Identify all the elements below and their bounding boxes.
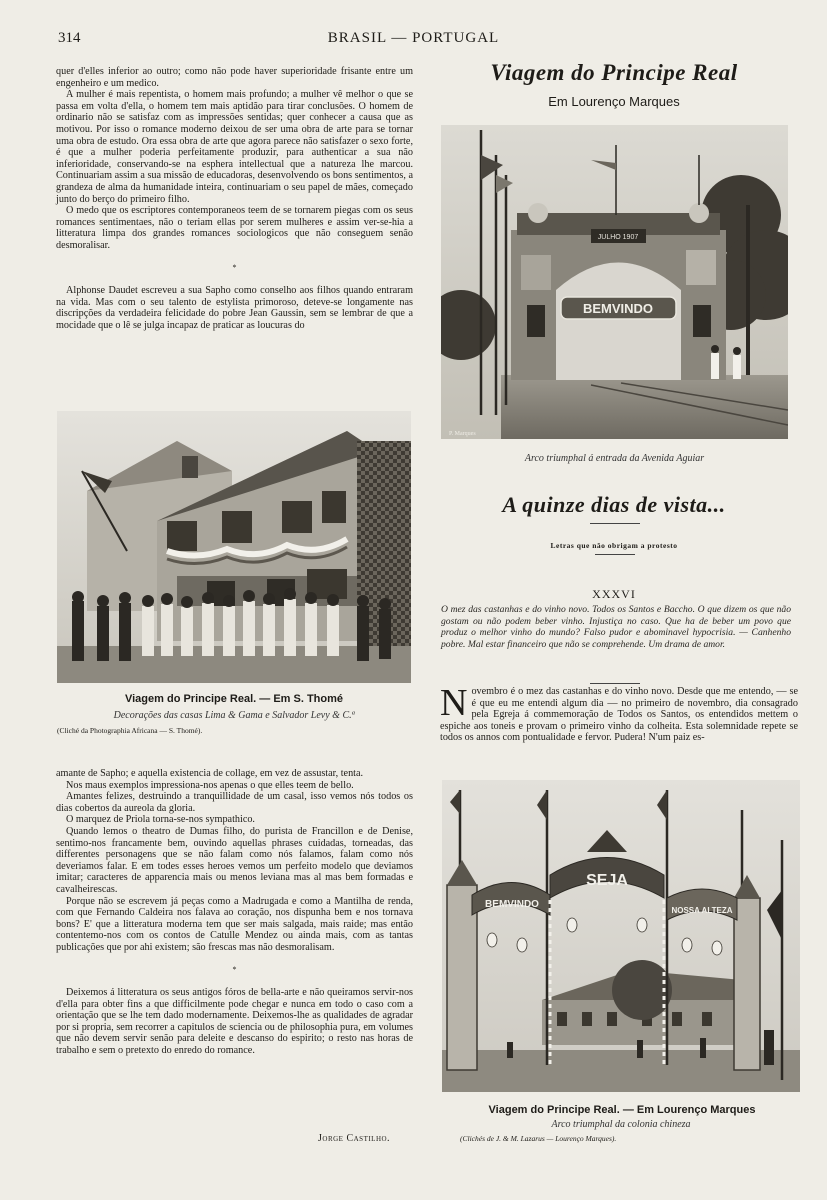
paragraph-final: Deixemos á litteratura os seus antigos fóros de bella-arte e não queiramos servir-nos d'ella para obter fins a que difficilmente pode chegar e nunca em todo o caso com a orientação que se lhe tem dado modernamente. Deixemos-lhe as qualidades de agradar por si propria, sem recorrer a capitulos de sciencia ou de philosophia pura, em volumes que não devem servir senão para deleite e descanso do espirito; o resto nas horas de trabalho e sem o pretexto do enredo do romance. bbox=[56, 987, 413, 1057]
chinese-arch-image bbox=[442, 780, 800, 1092]
arch-left-sign-text: BEMVINDO bbox=[485, 899, 539, 910]
left-top-text bbox=[56, 66, 413, 331]
article-title-viagem: Viagem do Principe Real bbox=[490, 60, 738, 85]
paragraph: O marquez de Priola torna-se-nos sympathico. bbox=[66, 814, 255, 826]
street-scene-image bbox=[57, 411, 411, 683]
drop-cap: N bbox=[440, 682, 468, 724]
photo-s-thome bbox=[57, 411, 411, 683]
photo-arch-avenida bbox=[441, 125, 788, 439]
photo-subcaption-chinese-arch: Arco triumphal da colonia chineza bbox=[551, 1119, 691, 1130]
chapter-epigraph: O mez das castanhas e do vinho novo. Todos os Santos e Baccho. O que dizem os que não gostam ou não podem beber vinho. Injustiça no caso. Que ha de beber um povo que produz o melhor vinho do mundo? Falso pudor e abominavel hypocrisia. — Canhenho pobre. Mal estar financeiro que não se comprehende. Um drama de amor. bbox=[441, 604, 791, 650]
chapter-number: XXXVI bbox=[592, 587, 636, 601]
photo-subcaption-s-thome: Decorações das casas Lima & Gama e Salvador Levy & C.ª bbox=[113, 710, 355, 721]
paragraph: Porque não se escrevem já peças como a Madrugada e como a Mantilha de renda, com que Fernando Caldeira nos falava ao coração, nos dispunha bem e nos tornava bons? E' que a litteratura moderna tem que ser mais salgada, mais raide; mas então contentemo-nos com os contos de Catulle Mendez ou ainda mais, com as tantas publicações que por ahi existem; são frescas mas não desmoralisam. bbox=[56, 895, 413, 953]
photo-credit-lazarus: (Clichés de J. & M. Lazarus — Lourenço Marques). bbox=[460, 1134, 617, 1143]
paragraph: A mulher é mais repentista, o homem mais profundo; a mulher vê melhor o que se passa em volta d'ella, o homem tem mais aptidão para tirar conclusões. O homem de ordinario não se satisfaz com as impressões sentidas; quer conhecer a causa que as motivou. Por isso o romance moderno deixou de ser uma obra de arte para se tornar uma obra de estudo. Ora essa obra de arte que agora parece não satisfazer o sexo forte, é que a mulher poderia perfeitamente produzir, para authenticar a sua não inferioridade, conservando-se na esphera intellectual que a natureza lhe marcou. Continuariam assim a sua missão de educadoras, desenvolvendo os bons sentimentos, a grandeza de alma da humanidade inteira, continuariam o seu papel de mães, começado junto do berço do primeiro filho. bbox=[56, 89, 413, 205]
paragraph-daudet: Alphonse Daudet escreveu a sua Sapho como conselho aos filhos quando entraram na vida. Mas com o seu talento de estylista primoroso, deteve-se longamente nas discripções da verdadeira felicidade do pobre Jean Gaussin, sem se lembrar de que a mocidade que o lê se julga incapaz de praticar as loucuras do bbox=[56, 285, 413, 331]
paragraph: Nos maus exemplos impressiona-nos apenas o que elles teem de bello. bbox=[66, 779, 354, 791]
arch-banner-text: JULHO 1907 bbox=[597, 234, 639, 241]
epigraph-rule bbox=[590, 683, 640, 684]
triumphal-arch-image bbox=[441, 125, 788, 439]
arch-right-sign-text: NOSSA ALTEZA bbox=[671, 906, 733, 915]
paragraph: Quando lemos o theatro de Dumas filho, do purista de Francillon e de Denise, sentimo-nos francamente bem, ouvindo aquellas phrases cuidadas, torneadas, das differentes personagens que se não falam como nós falamos, falam como nós deveriamos falar. E em todes esses heroes vemos um perfeito modelo que deviamos imitar; caracteres de apparencia mais ou menos leviana mas al mas bem formadas e cavalheirescas. bbox=[56, 825, 413, 895]
arch-sign-text: BEMVINDO bbox=[582, 301, 654, 316]
column-body bbox=[440, 682, 798, 744]
paragraph: O medo que os escriptores contemporaneos teem de se tornarem piegas com os seus romances sentimentaes, não o teriam ellas por serem mulheres e assim ver-se-hia a litteratura limpa dos grandes romances sociologicos que não conseguem senão desmoralisar. bbox=[56, 205, 413, 251]
column-title-quinze-dias: A quinze dias de vista... bbox=[502, 492, 726, 517]
title-rule bbox=[590, 523, 640, 524]
photo-caption-chinese-arch: Viagem do Principe Real. — Em Lourenço Marques bbox=[488, 1104, 756, 1116]
photo-caption-avenida: Arco triumphal á entrada da Avenida Aguiar bbox=[524, 453, 705, 464]
section-star: * bbox=[232, 964, 237, 974]
column-subtitle: Letras que não obrigam a protesto bbox=[550, 541, 678, 550]
photo-caption-s-thome: Viagem do Principe Real. — Em S. Thomé bbox=[124, 693, 344, 705]
photo-credit-s-thome: (Cliché da Photographia Africana — S. Thomé). bbox=[57, 726, 203, 735]
left-bottom-text bbox=[56, 768, 413, 1057]
subtitle-rule bbox=[595, 554, 635, 555]
author-signature: Jorge Castilho. bbox=[318, 1133, 391, 1144]
column-body-text: ovembro é o mez das castanhas e do vinho novo. Desde que me entendo, — se é que eu me entendi algum dia — no primeiro de novembro, dia consagrado pela Egreja á commemoração de Todos os Santos, os entendidos mettem o espiche aos toneis e provam o primeiro vinho da colheita. Esta solemnidade repete se todos os annos com pontualidade e fervor. Pudera! N'um paiz es- bbox=[440, 686, 798, 744]
paragraph: Amantes felizes, destruindo a tranquillidade de um casal, isso vemos nós todos os dias cobertos da aureola da gloria. bbox=[56, 791, 413, 814]
photo-signature: P. Marques bbox=[449, 431, 476, 437]
paragraph: quer d'elles inferior ao outro; como não pode haver superioridade frisante entre um engenheiro e um medico. bbox=[56, 66, 413, 89]
photo-chinese-arch bbox=[442, 780, 800, 1092]
running-title: BRASIL — PORTUGAL bbox=[327, 30, 500, 46]
paragraph: amante de Sapho; e aquella existencia de collage, em vez de assustar, tenta. bbox=[56, 768, 364, 779]
arch-center-sign-text: SEJA bbox=[586, 872, 628, 889]
article-subtitle-lourenco: Em Lourenço Marques bbox=[548, 94, 680, 109]
page-number: 314 bbox=[58, 30, 81, 46]
section-star: * bbox=[232, 262, 237, 272]
